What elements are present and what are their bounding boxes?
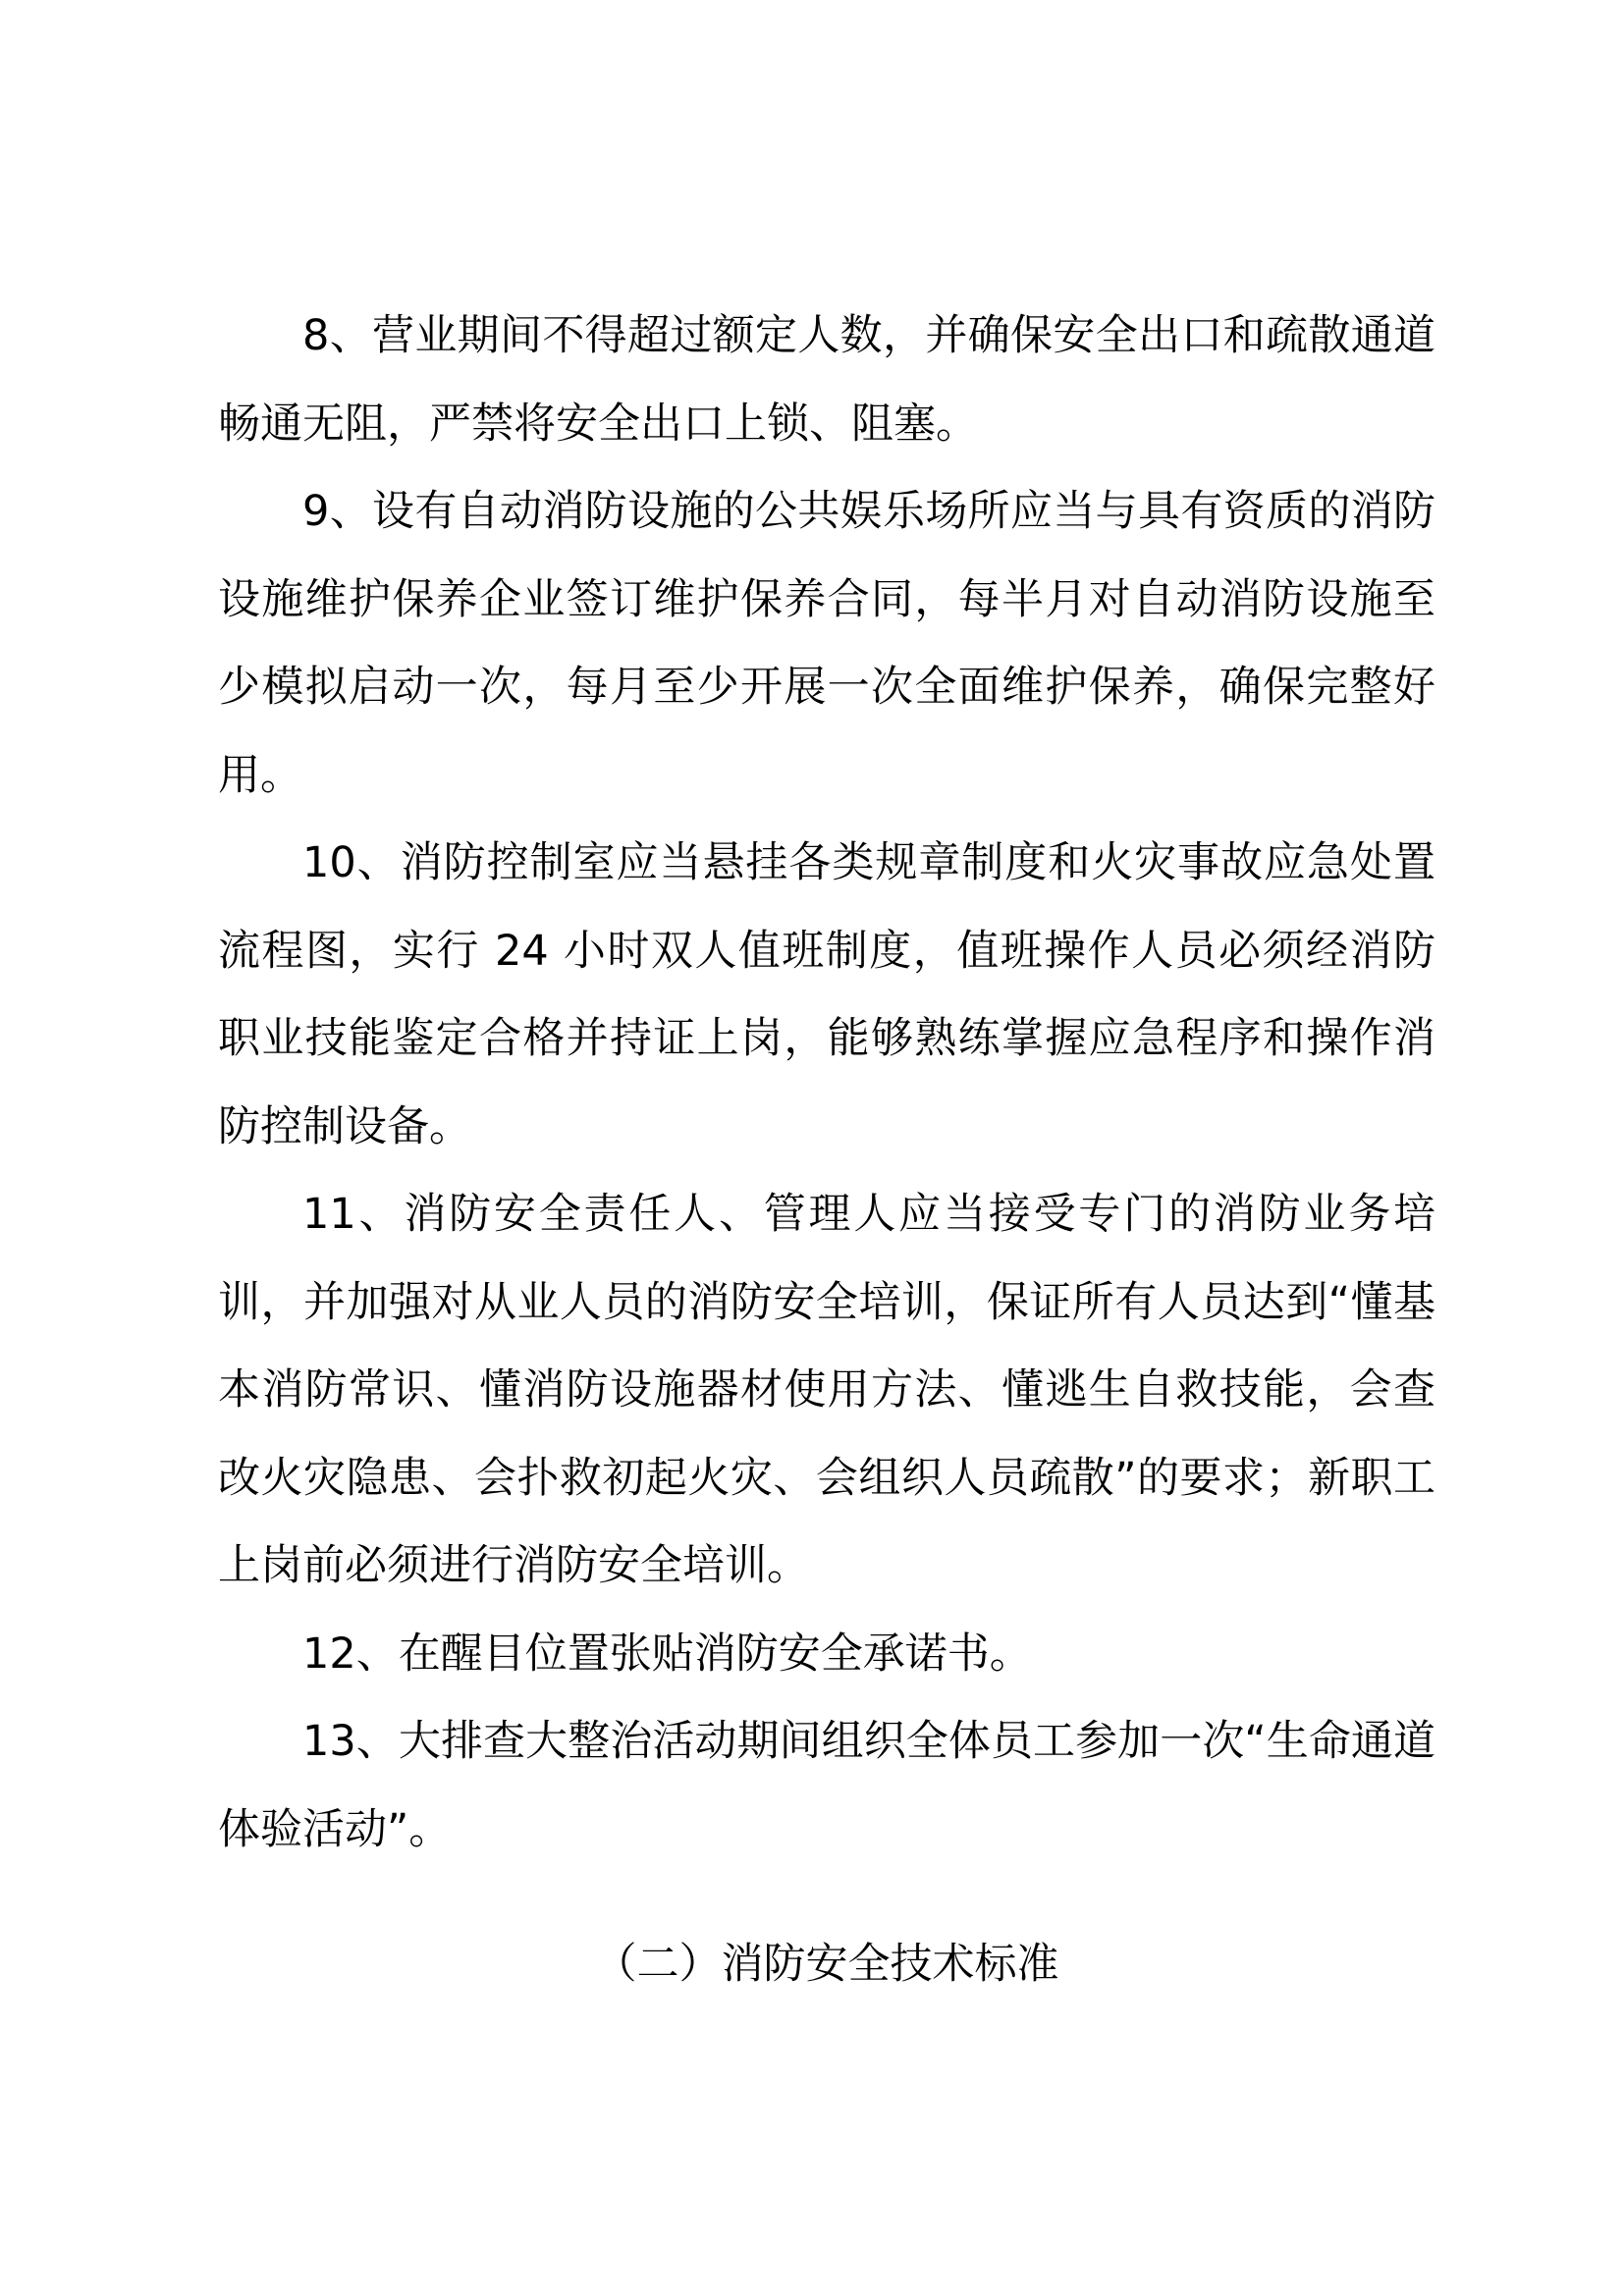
- paragraph-item-12: 12、在醒目位置张贴消防安全承诺书。: [302, 1629, 1032, 1679]
- document-body: [218, 293, 1435, 1874]
- paragraph-item-10: 10、消防控制室应当悬挂各类规章制度和火灾事故应急处置流程图，实行 24 小时双人值班制度，值班操作人员必须经消防职业技能鉴定合格并持证上岗，能够熟练掌握应急程序和操作消防控制设备。: [218, 838, 1435, 1151]
- paragraph-item-9: 9、设有自动消防设施的公共娱乐场所应当与具有资质的消防设施维护保养企业签订维护保养合同，每半月对自动消防设施至少模拟启动一次，每月至少开展一次全面维护保养，确保完整好用。: [218, 487, 1435, 800]
- paragraph-item-8: 8、营业期间不得超过额定人数，并确保安全出口和疏散通道畅通无阻，严禁将安全出口上锁、阻塞。: [218, 311, 1435, 449]
- paragraph-item-13: 13、大排查大整治活动期间组织全体员工参加一次“生命通道体验活动”。: [218, 1717, 1435, 1854]
- paragraph-item-11: 11、消防安全责任人、管理人应当接受专门的消防业务培训，并加强对从业人员的消防安全培训，保证所有人员达到“懂基本消防常识、懂消防设施器材使用方法、懂逃生自救技能，会查改火灾隐患、会扑救初起火灾、会组织人员疏散”的要求；新职工上岗前必须进行消防安全培训。: [218, 1190, 1435, 1590]
- section-heading: （二）消防安全技术标准: [594, 1940, 1059, 1989]
